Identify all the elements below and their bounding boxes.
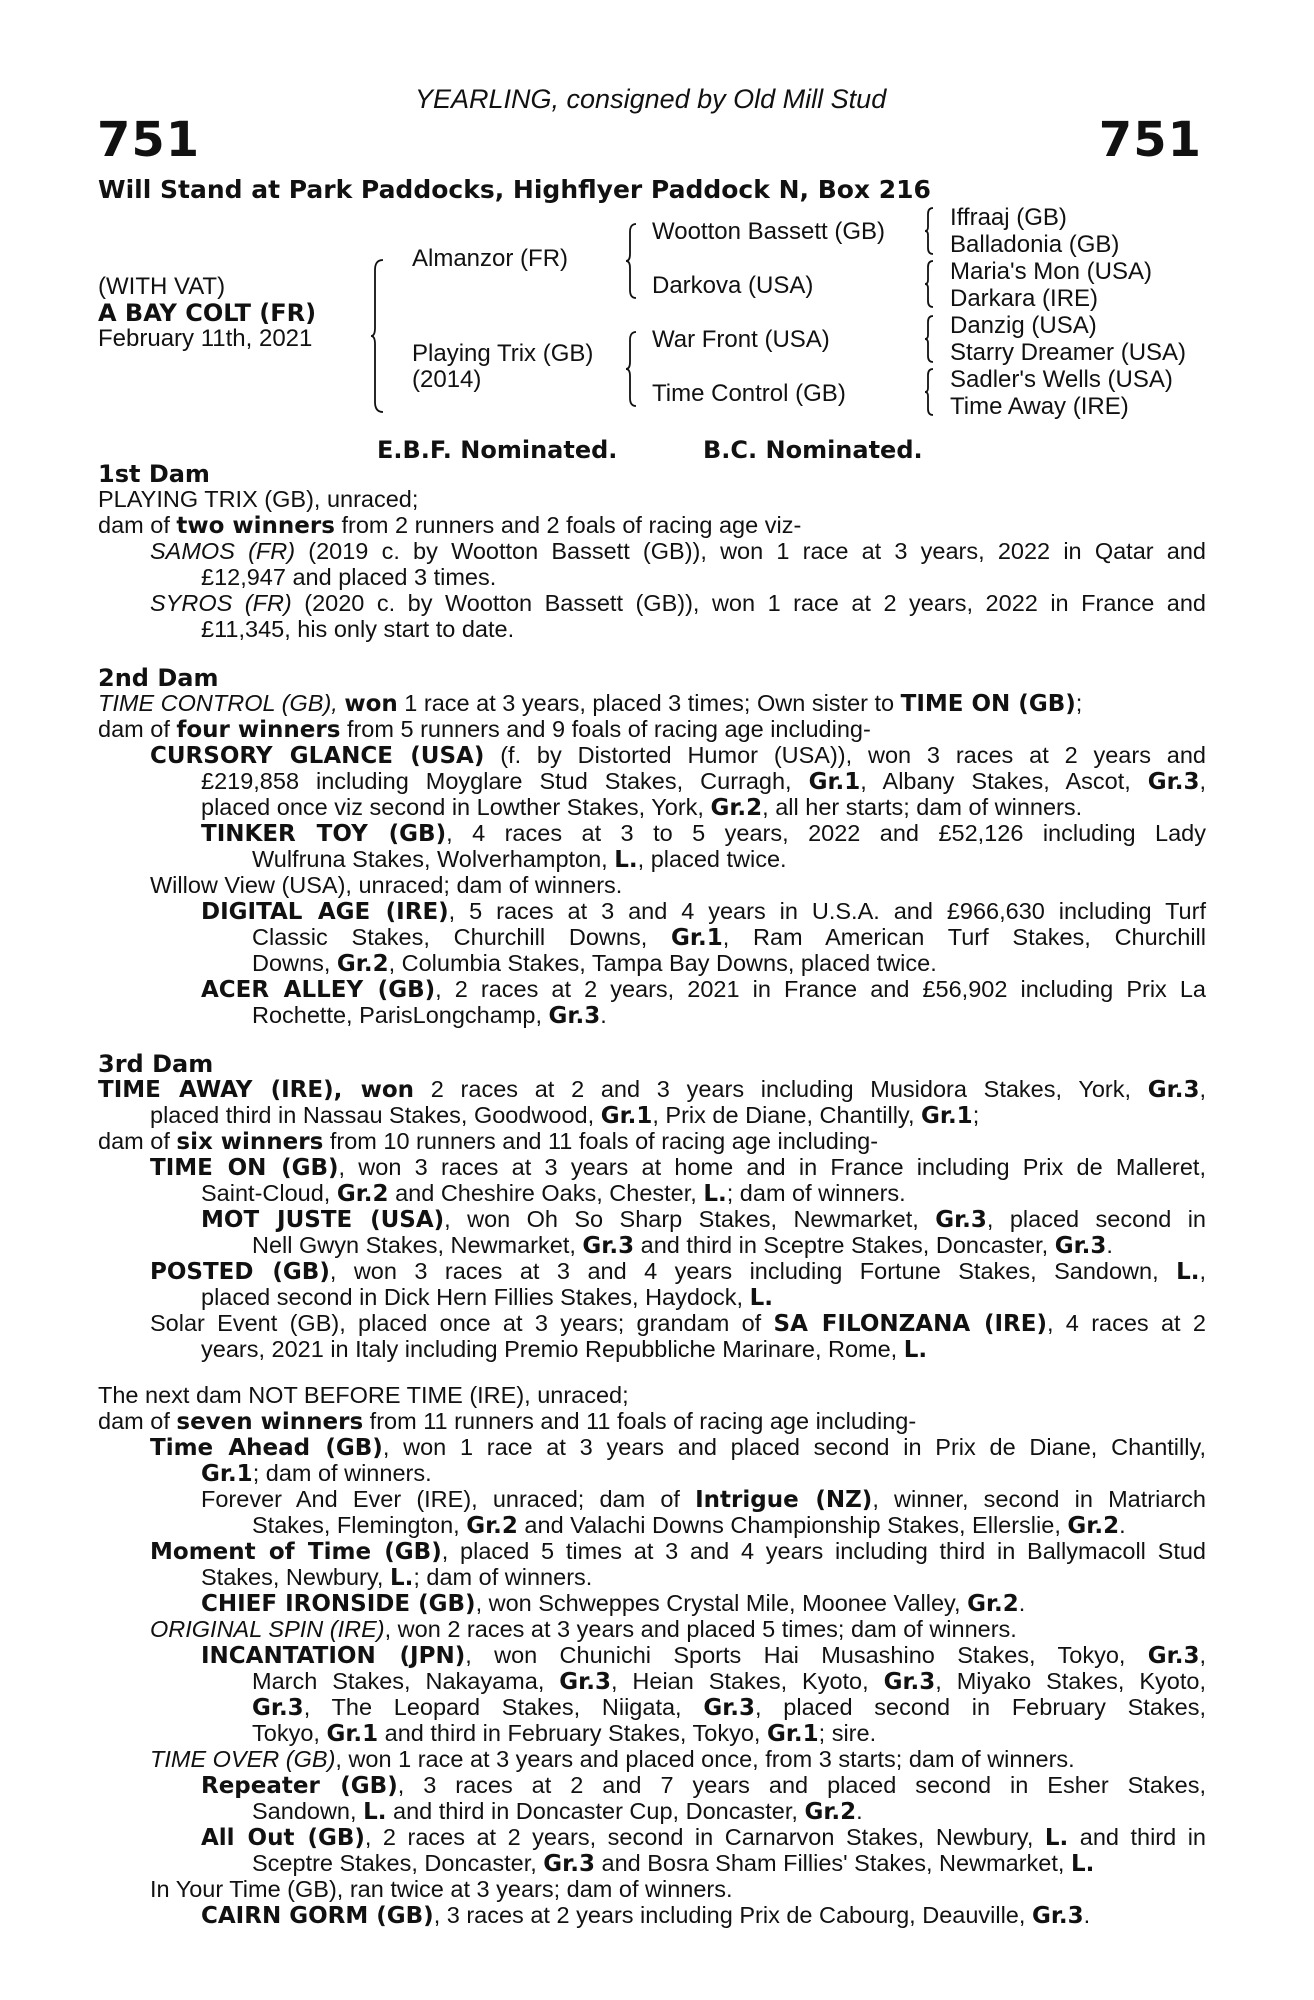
text-line: TIME CONTROL (GB), won 1 race at 3 years, placed 3 times; Own sister to TIME ON (GB); xyxy=(98,690,1083,717)
text-line: Forever And Ever (IRE), unraced; dam of Intrigue (NZ), winner, second in Matriarch xyxy=(201,1486,1207,1513)
text-line: dam of six winners from 10 runners and 11 foals of racing age including- xyxy=(98,1128,879,1155)
text-line: Willow View (USA), unraced; dam of winners. xyxy=(150,872,623,898)
dam-dam: Time Control (GB) xyxy=(652,380,846,407)
text-line: INCANTATION (JPN), won Chunichi Sports Hai Musashino Stakes, Tokyo, Gr.3, xyxy=(201,1642,1206,1669)
gg-1: Iffraaj (GB) xyxy=(950,204,1067,231)
dam-bracket xyxy=(626,330,638,408)
text-line: Repeater (GB), 3 races at 2 and 7 years and placed second in Esher Stakes, xyxy=(201,1772,1207,1799)
sire-sire: Wootton Bassett (GB) xyxy=(652,218,885,245)
section-heading-1st-dam: 1st Dam xyxy=(98,460,210,488)
ebf-nomination: E.B.F. Nominated. xyxy=(377,436,618,464)
text-line: placed third in Nassau Stakes, Goodwood, Gr.1, Prix de Diane, Chantilly, Gr.1; xyxy=(150,1102,980,1129)
text-line: Nell Gwyn Stakes, Newmarket, Gr.3 and third in Sceptre Stakes, Doncaster, Gr.3. xyxy=(252,1232,1113,1259)
text-line: TIME OVER (GB), won 1 race at 3 years and placed once, from 3 starts; dam of winners. xyxy=(150,1746,1075,1772)
horse-name: A BAY COLT (FR) xyxy=(98,299,317,327)
sire: Almanzor (FR) xyxy=(412,245,569,272)
text-line: POSTED (GB), won 3 races at 3 and 4 years including Fortune Stakes, Sandown, L., xyxy=(150,1258,1207,1285)
text-line: years, 2021 in Italy including Premio Repubbliche Marinare, Rome, L. xyxy=(201,1336,928,1363)
text-line: CURSORY GLANCE (USA) (f. by Distorted Humor (USA)), won 3 races at 2 years and xyxy=(150,742,1206,769)
text-line: Wulfruna Stakes, Wolverhampton, L., placed twice. xyxy=(252,846,787,873)
gg-3: Maria's Mon (USA) xyxy=(950,258,1152,285)
text-line: TINKER TOY (GB), 4 races at 3 to 5 years, 2022 and £52,126 including Lady xyxy=(201,820,1207,847)
text-line: SAMOS (FR) (2019 c. by Wootton Bassett (GB)), won 1 race at 3 years, 2022 in Qatar and xyxy=(150,538,1206,564)
sire-bracket xyxy=(626,222,638,300)
text-line: £11,345, his only start to date. xyxy=(201,616,515,642)
text-line: Sceptre Stakes, Doncaster, Gr.3 and Bosra Sham Fillies' Stakes, Newmarket, L. xyxy=(252,1850,1095,1877)
text-line: Rochette, ParisLongchamp, Gr.3. xyxy=(252,1002,607,1029)
text-line: CAIRN GORM (GB), 3 races at 2 years including Prix de Cabourg, Deauville, Gr.3. xyxy=(201,1902,1091,1929)
vat-note: (WITH VAT) xyxy=(98,273,226,300)
text-line: DIGITAL AGE (IRE), 5 races at 3 and 4 years in U.S.A. and £966,630 including Turf xyxy=(201,898,1206,925)
main-bracket xyxy=(371,258,385,414)
section-heading-3rd-dam: 3rd Dam xyxy=(98,1050,214,1078)
ds-bracket xyxy=(925,314,935,364)
text-line: placed once viz second in Lowther Stakes, York, Gr.2, all her starts; dam of winners. xyxy=(201,794,1083,821)
text-line: March Stakes, Nakayama, Gr.3, Heian Stakes, Kyoto, Gr.3, Miyako Stakes, Kyoto, xyxy=(252,1668,1206,1695)
dam-year: (2014) xyxy=(412,366,482,393)
section-heading-2nd-dam: 2nd Dam xyxy=(98,664,219,692)
text-line: TIME ON (GB), won 3 races at 3 years at home and in France including Prix de Malleret, xyxy=(150,1154,1206,1181)
text-line: placed second in Dick Hern Fillies Stakes, Haydock, L. xyxy=(201,1284,773,1311)
text-line: Solar Event (GB), placed once at 3 years; grandam of SA FILONZANA (IRE), 4 races at 2 xyxy=(150,1310,1206,1337)
gg-5: Danzig (USA) xyxy=(950,312,1097,339)
text-line: Sandown, L. and third in Doncaster Cup, Doncaster, Gr.2. xyxy=(252,1798,863,1825)
text-line: Stakes, Newbury, L.; dam of winners. xyxy=(201,1564,593,1591)
lot-number-right: 751 xyxy=(1098,112,1202,168)
text-line: The next dam NOT BEFORE TIME (IRE), unraced; xyxy=(98,1382,629,1408)
dam: Playing Trix (GB) xyxy=(412,340,594,367)
gg-7: Sadler's Wells (USA) xyxy=(950,366,1173,393)
text-line: SYROS (FR) (2020 c. by Wootton Bassett (GB)), won 1 race at 2 years, 2022 in France and xyxy=(150,590,1206,616)
text-line: In Your Time (GB), ran twice at 3 years; dam of winners. xyxy=(150,1876,733,1902)
text-line: All Out (GB), 2 races at 2 years, second in Carnarvon Stakes, Newbury, L. and third in xyxy=(201,1824,1206,1851)
gg-4: Darkara (IRE) xyxy=(950,285,1099,312)
text-line: Gr.3, The Leopard Stakes, Niigata, Gr.3, placed second in February Stakes, xyxy=(252,1694,1206,1721)
text-line: TIME AWAY (IRE), won 2 races at 2 and 3 years including Musidora Stakes, York, Gr.3, xyxy=(98,1076,1206,1103)
lot-number-left: 751 xyxy=(97,112,201,168)
sire-dam: Darkova (USA) xyxy=(652,272,814,299)
text-line: Time Ahead (GB), won 1 race at 3 years and placed second in Prix de Diane, Chantilly, xyxy=(150,1434,1207,1461)
gg-2: Balladonia (GB) xyxy=(950,231,1120,258)
bc-nomination: B.C. Nominated. xyxy=(703,436,923,464)
text-line: Downs, Gr.2, Columbia Stakes, Tampa Bay Downs, placed twice. xyxy=(252,950,937,977)
text-line: Tokyo, Gr.1 and third in February Stakes, Tokyo, Gr.1; sire. xyxy=(252,1720,877,1747)
text-line: £12,947 and placed 3 times. xyxy=(201,564,497,590)
text-line: dam of two winners from 2 runners and 2 foals of racing age viz- xyxy=(98,512,802,539)
dam-sire: War Front (USA) xyxy=(652,326,830,353)
text-line: ACER ALLEY (GB), 2 races at 2 years, 2021 in France and £56,902 including Prix La xyxy=(201,976,1207,1003)
text-line: ORIGINAL SPIN (IRE), won 2 races at 3 years and placed 5 times; dam of winners. xyxy=(150,1616,1017,1642)
sd-bracket xyxy=(925,259,935,309)
text-line: CHIEF IRONSIDE (GB), won Schweppes Crystal Mile, Moonee Valley, Gr.2. xyxy=(201,1590,1026,1617)
gg-8: Time Away (IRE) xyxy=(950,393,1129,420)
consignor-line: YEARLING, consigned by Old Mill Stud xyxy=(415,84,887,114)
foaling-date: February 11th, 2021 xyxy=(98,325,313,352)
text-line: Moment of Time (GB), placed 5 times at 3 and 4 years including third in Ballymacoll Stud xyxy=(150,1538,1207,1565)
dd-bracket xyxy=(925,367,935,417)
text-line: MOT JUSTE (USA), won Oh So Sharp Stakes, Newmarket, Gr.3, placed second in xyxy=(201,1206,1206,1233)
text-line: Stakes, Flemington, Gr.2 and Valachi Downs Championship Stakes, Ellerslie, Gr.2. xyxy=(252,1512,1126,1539)
gg-6: Starry Dreamer (USA) xyxy=(950,339,1187,366)
text-line: dam of four winners from 5 runners and 9 foals of racing age including- xyxy=(98,716,871,743)
text-line: PLAYING TRIX (GB), unraced; xyxy=(98,486,419,512)
text-line: Gr.1; dam of winners. xyxy=(201,1460,432,1487)
text-line: £219,858 including Moyglare Stud Stakes, Curragh, Gr.1, Albany Stakes, Ascot, Gr.3, xyxy=(201,768,1206,795)
text-line: dam of seven winners from 11 runners and 11 foals of racing age including- xyxy=(98,1408,917,1435)
text-line: Classic Stakes, Churchill Downs, Gr.1, Ram American Turf Stakes, Churchill xyxy=(252,924,1206,951)
text-line: Saint-Cloud, Gr.2 and Cheshire Oaks, Chester, L.; dam of winners. xyxy=(201,1180,906,1207)
ss-bracket xyxy=(925,206,935,256)
stand-location: Will Stand at Park Paddocks, Highflyer Paddock N, Box 216 xyxy=(98,175,931,204)
